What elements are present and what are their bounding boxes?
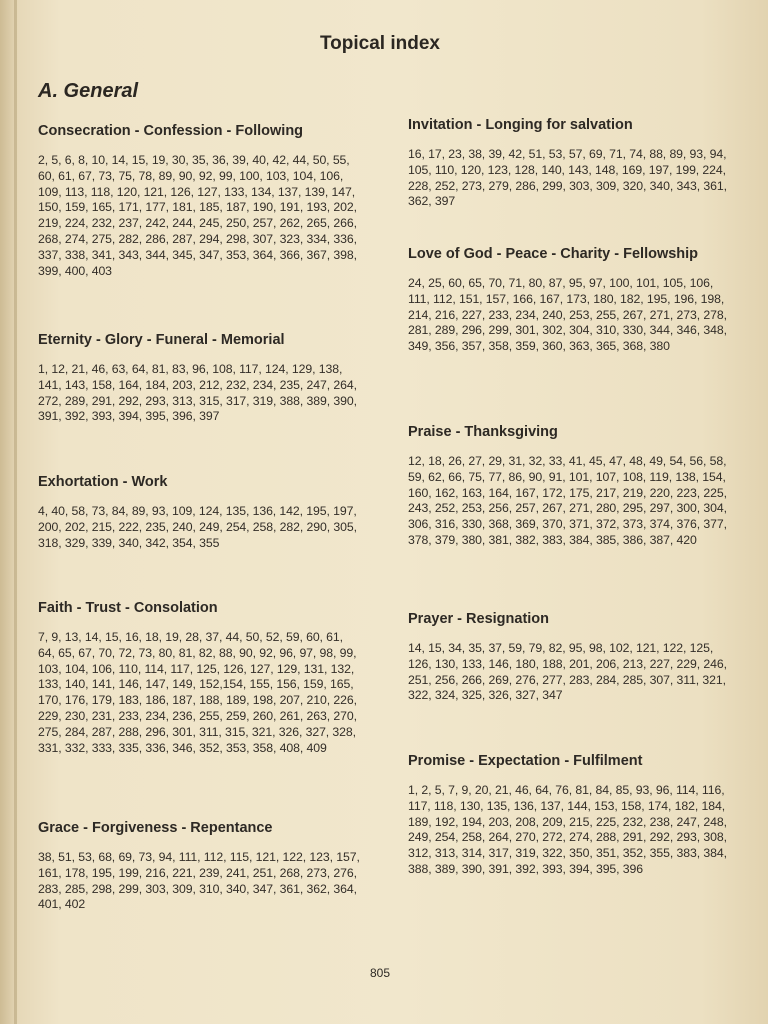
topic-heading: Prayer - Resignation	[408, 611, 550, 627]
topic-consecration	[38, 122, 360, 279]
topic-exhortation	[38, 473, 360, 551]
topic-love-of-god	[408, 245, 730, 355]
topic-promise	[408, 752, 730, 878]
topic-numbers: 38, 51, 53, 68, 69, 73, 94, 111, 112, 115, 121, 122, 123, 157, 161, 178, 195, 199, 216, 221, 239, 241, 251, 268, 273, 276, 283, 285, 298, 299, 303, 309, 310, 340, 347, 361, 362, 364, 401, 402	[38, 850, 360, 912]
topic-faith	[38, 599, 360, 756]
topic-numbers: 16, 17, 23, 38, 39, 42, 51, 53, 57, 69, 71, 74, 88, 89, 93, 94, 105, 110, 120, 123, 128, 140, 143, 148, 169, 197, 199, 224, 228, 252, 273, 279, 286, 299, 303, 309, 320, 340, 343, 361, 362, 397	[408, 147, 727, 209]
topic-numbers: 4, 40, 58, 73, 84, 89, 93, 109, 124, 135, 136, 142, 195, 197, 200, 202, 215, 222, 235, 240, 249, 254, 258, 282, 290, 305, 318, 329, 339, 340, 342, 354, 355	[38, 504, 357, 550]
topic-numbers: 2, 5, 6, 8, 10, 14, 15, 19, 30, 35, 36, 39, 40, 42, 44, 50, 55, 60, 61, 67, 73, 75, 78, 89, 90, 92, 99, 100, 103, 104, 106, 109, 113, 118, 120, 121, 126, 127, 133, 134, 137, 139, 147, 150, 159, 165, 171, 177, 181, 185, 187, 190, 191, 193, 202, 219, 224, 232, 237, 242, 244, 245, 250, 257, 262, 265, 266, 268, 274, 275, 282, 286, 287, 294, 298, 307, 323, 334, 336, 337, 338, 341, 343, 344, 345, 347, 353, 364, 366, 367, 398, 399, 400, 403	[38, 153, 357, 278]
page-spine-shadow	[14, 0, 17, 1024]
topic-numbers: 14, 15, 34, 35, 37, 59, 79, 82, 95, 98, 102, 121, 122, 125, 126, 130, 133, 146, 180, 188, 201, 206, 213, 227, 229, 246, 251, 256, 266, 269, 276, 277, 283, 284, 285, 307, 311, 321, 322, 324, 325, 326, 327, 347	[408, 641, 727, 703]
topic-heading: Grace - Forgiveness - Repentance	[38, 820, 273, 836]
topic-heading: Exhortation - Work	[38, 474, 168, 490]
page-title: Topical index	[319, 33, 440, 54]
topic-heading: Consecration - Confession - Following	[38, 123, 304, 139]
topic-numbers: 1, 12, 21, 46, 63, 64, 81, 83, 96, 108, 117, 124, 129, 138, 141, 143, 158, 164, 184, 203, 212, 232, 234, 235, 247, 264, 272, 289, 291, 292, 293, 313, 315, 317, 319, 388, 389, 390, 391, 392, 393, 394, 395, 396, 397	[38, 362, 357, 424]
topic-grace	[38, 819, 360, 913]
topic-heading: Invitation - Longing for salvation	[408, 117, 633, 133]
topic-praise	[408, 423, 730, 549]
topic-numbers: 24, 25, 60, 65, 70, 71, 80, 87, 95, 97, 100, 101, 105, 106, 111, 112, 151, 157, 166, 167, 173, 180, 182, 195, 196, 198, 214, 216, 227, 233, 234, 240, 253, 255, 267, 271, 273, 278, 281, 289, 296, 299, 301, 302, 304, 310, 330, 344, 346, 348, 349, 356, 357, 358, 359, 360, 363, 365, 368, 380	[408, 276, 727, 354]
topic-numbers: 7, 9, 13, 14, 15, 16, 18, 19, 28, 37, 44, 50, 52, 59, 60, 61, 64, 65, 67, 70, 72, 73, 80, 81, 82, 88, 90, 92, 96, 97, 98, 99, 103, 104, 106, 110, 114, 117, 125, 126, 127, 129, 131, 132, 133, 140, 141, 146, 147, 149, 152,154, 155, 156, 159, 165, 170, 176, 179, 183, 186, 187, 188, 189, 198, 207, 210, 226, 229, 230, 231, 233, 234, 236, 255, 259, 260, 261, 263, 270, 275, 284, 287, 288, 296, 301, 311, 315, 321, 326, 327, 328, 331, 332, 333, 335, 336, 346, 352, 353, 358, 408, 409	[38, 630, 357, 755]
section-heading: A. General	[38, 80, 139, 102]
topic-eternity	[38, 331, 360, 425]
topic-heading: Faith - Trust - Consolation	[38, 600, 218, 616]
topic-heading: Promise - Expectation - Fulfilment	[408, 753, 643, 769]
topic-heading: Love of God - Peace - Charity - Fellowship	[408, 246, 699, 262]
topic-numbers: 12, 18, 26, 27, 29, 31, 32, 33, 41, 45, 47, 48, 49, 54, 56, 58, 59, 62, 66, 75, 77, 86, 90, 91, 101, 107, 108, 119, 138, 154, 160, 162, 163, 164, 167, 172, 175, 217, 219, 220, 223, 225, 243, 252, 253, 256, 257, 267, 271, 280, 295, 297, 300, 304, 306, 316, 330, 368, 369, 370, 371, 372, 373, 374, 376, 377, 378, 379, 380, 381, 382, 383, 384, 385, 386, 387, 420	[408, 454, 727, 547]
topic-heading: Praise - Thanksgiving	[408, 424, 558, 440]
topic-invitation	[408, 116, 730, 210]
page-number: 805	[369, 966, 391, 980]
topic-prayer	[408, 610, 730, 704]
topic-heading: Eternity - Glory - Funeral - Memorial	[38, 332, 285, 348]
topic-numbers: 1, 2, 5, 7, 9, 20, 21, 46, 64, 76, 81, 84, 85, 93, 96, 114, 116, 117, 118, 130, 135, 136, 137, 144, 153, 158, 174, 182, 184, 189, 192, 194, 203, 208, 209, 215, 225, 232, 238, 247, 248, 249, 254, 258, 264, 270, 272, 274, 288, 291, 292, 293, 308, 312, 313, 314, 317, 319, 322, 350, 351, 352, 355, 383, 384, 388, 389, 390, 391, 392, 393, 394, 395, 396	[408, 783, 727, 876]
